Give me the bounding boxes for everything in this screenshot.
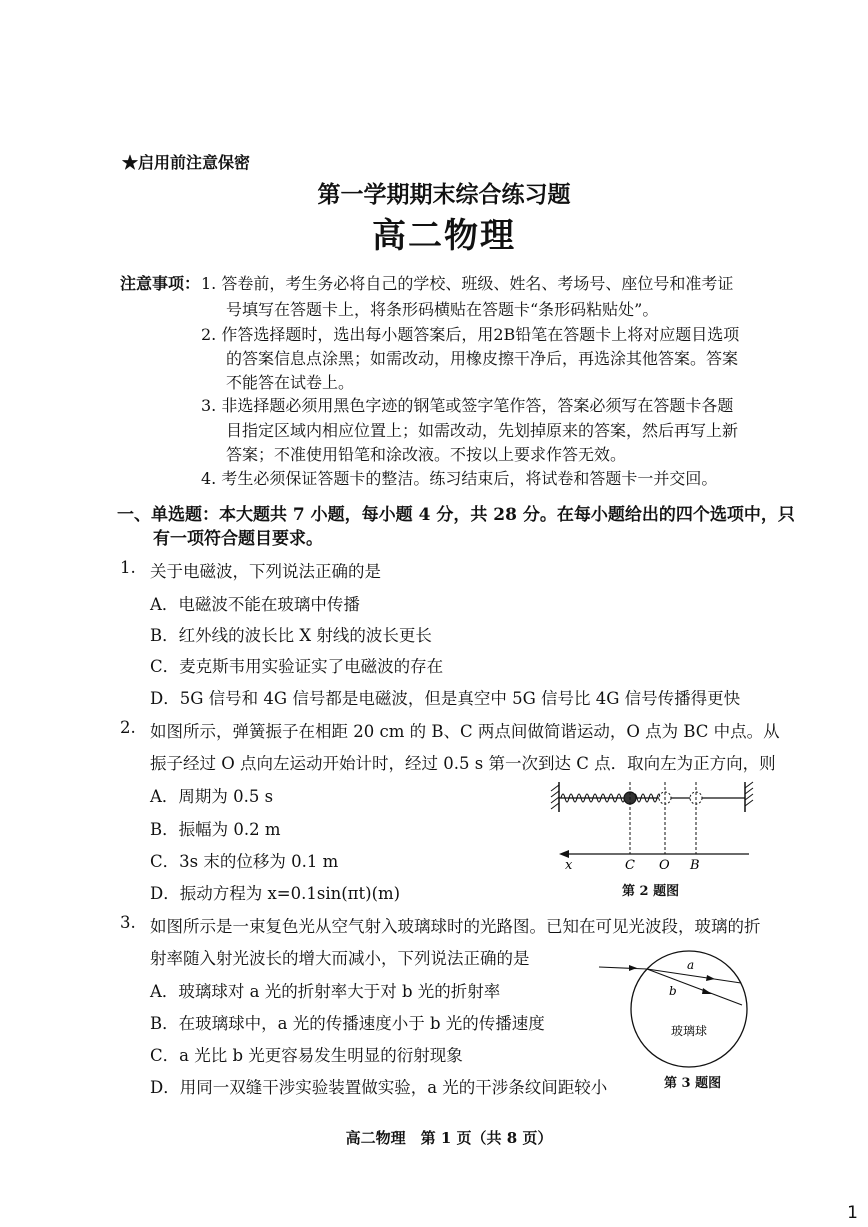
incident-ray-arrow-icon — [629, 965, 637, 971]
left-wall-hatch — [551, 785, 559, 809]
option-a: A．玻璃球对 a 光的折射率大于对 b 光的折射率 — [150, 982, 501, 1001]
question-number: 2. — [120, 718, 136, 737]
option-d: D．振动方程为 x=0.1sin(πt)(m) — [150, 884, 401, 903]
exam-title: 第一学期期末综合练习题 — [317, 181, 571, 208]
label-c: C — [625, 858, 635, 872]
ray-b-label: b — [669, 984, 677, 998]
option-c: C．麦克斯韦用实验证实了电磁波的存在 — [150, 657, 444, 676]
option-b: B．振幅为 0.2 m — [150, 820, 281, 839]
incident-ray — [599, 967, 647, 969]
notes-heading: 注意事项： — [120, 274, 201, 293]
ray-b-arrow-icon — [702, 988, 712, 994]
note-line: 目指定区域内相应位置上；如需改动，先划掉原来的答案，然后再写上新 — [226, 421, 739, 440]
figure-caption-q2: 第 2 题图 — [622, 884, 680, 899]
option-a: A．周期为 0.5 s — [150, 787, 274, 806]
note-line: 不能答在试卷上。 — [226, 373, 355, 392]
question-stem-cont: 振子经过 O 点向左运动开始计时，经过 0.5 s 第一次到达 C 点．取向左为正方向，则 — [150, 754, 776, 773]
section-heading-cont: 有一项符合题目要求。 — [153, 529, 323, 549]
option-a: A．电磁波不能在玻璃中传播 — [150, 595, 360, 614]
subject-title: 高二物理 — [372, 216, 516, 256]
note-line: 的答案信息点涂黑；如需改动，用橡皮擦干净后，再选涂其他答案。答案 — [226, 349, 739, 368]
note-line: 2. 作答选择题时，选出每小题答案后，用2B铅笔在答题卡上将对应题目选项 — [201, 325, 740, 344]
question-stem: 如图所示，弹簧振子在相距 20 cm 的 B、C 两点间做简谐运动，O 点为 BC 中点。从 — [150, 722, 780, 741]
figure-caption-q3: 第 3 题图 — [664, 1076, 722, 1091]
ray-a-label: a — [687, 958, 695, 972]
option-c: C．3s 末的位移为 0.1 m — [150, 852, 339, 871]
page-footer: 高二物理 第 1 页（共 8 页） — [345, 1129, 553, 1147]
question-stem: 关于电磁波，下列说法正确的是 — [150, 562, 381, 581]
note-line: 3. 非选择题必须用黑色字迹的钢笔或签字笔作答，答案必须写在答题卡各题 — [201, 396, 734, 415]
glass-ball-figure — [595, 945, 760, 1070]
option-c: C．a 光比 b 光更容易发生明显的衍射现象 — [150, 1046, 463, 1065]
x-axis-label: x — [565, 858, 573, 872]
question-number: 3. — [120, 913, 136, 932]
glass-ball-label: 玻璃球 — [671, 1024, 708, 1038]
note-line: 4. 考生必须保证答题卡的整洁。练习结束后，将试卷和答题卡一并交回。 — [201, 469, 718, 488]
question-stem: 如图所示是一束复色光从空气射入玻璃球时的光路图。已知在可见光波段，玻璃的折 — [150, 917, 761, 936]
spring-oscillator-figure — [545, 776, 760, 872]
label-o: O — [659, 858, 670, 872]
note-line: 答案；不准使用铅笔和涂改液。不按以上要求作答无效。 — [226, 445, 627, 464]
confidential-notice: ★启用前注意保密 — [122, 153, 251, 172]
ray-a-arrow-icon — [706, 975, 715, 981]
ray-b — [647, 969, 742, 1005]
label-b: B — [690, 858, 700, 872]
question-number: 1. — [120, 558, 136, 577]
right-wall-hatch — [745, 782, 753, 806]
note-line: 1. 答卷前，考生务必将自己的学校、班级、姓名、考场号、座位号和准考证 — [201, 274, 734, 293]
page-number: 1 — [847, 1203, 858, 1223]
option-b: B．红外线的波长比 X 射线的波长更长 — [150, 626, 432, 645]
x-axis-arrow-icon — [559, 850, 569, 858]
option-b: B．在玻璃球中，a 光的传播速度小于 b 光的传播速度 — [150, 1014, 545, 1033]
question-stem-cont: 射率随入射光波长的增大而减小，下列说法正确的是 — [150, 949, 530, 968]
option-d: D．用同一双缝干涉实验装置做实验，a 光的干涉条纹间距较小 — [150, 1078, 608, 1097]
option-d: D．5G 信号和 4G 信号都是电磁波，但是真空中 5G 信号比 4G 信号传播得更快 — [150, 689, 741, 708]
section-heading: 一、单选题：本大题共 7 小题，每小题 4 分，共 28 分。在每小题给出的四个选项中，只 — [117, 505, 795, 525]
note-line: 号填写在答题卡上，将条形码横贴在答题卡“条形码粘贴处”。 — [226, 300, 659, 319]
